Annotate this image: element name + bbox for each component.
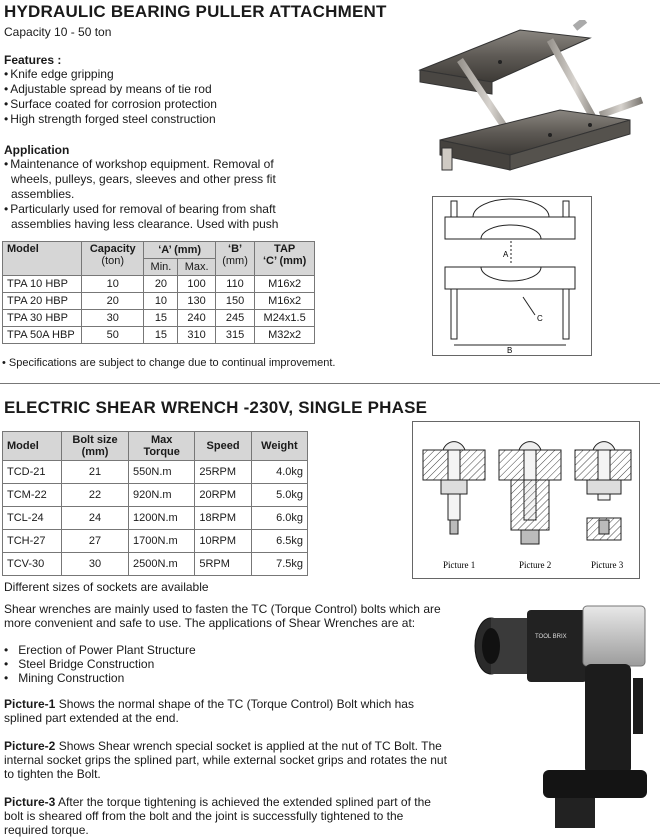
cell-min: 20 bbox=[144, 276, 178, 293]
cell-weight: 6.5kg bbox=[251, 530, 307, 553]
cell-model: TCD-21 bbox=[3, 461, 62, 484]
shear-applications-list bbox=[4, 643, 196, 685]
table-row bbox=[3, 293, 315, 310]
cell-bolt: 27 bbox=[62, 530, 129, 553]
picture-2-description bbox=[4, 739, 449, 781]
application-heading: Application bbox=[4, 143, 70, 157]
caption-picture-3: Picture 3 bbox=[591, 560, 624, 570]
section2-title: ELECTRIC SHEAR WRENCH -230V, SINGLE PHASE bbox=[4, 398, 428, 417]
feature-item: • Surface coated for corrosion protection bbox=[4, 97, 304, 112]
picture-3-description bbox=[4, 795, 449, 837]
cell-bolt: 30 bbox=[62, 553, 129, 576]
col-capacity-unit: (ton) bbox=[101, 255, 125, 267]
cell-speed: 5RPM bbox=[195, 553, 251, 576]
col-b: ‘B’ bbox=[228, 243, 243, 255]
cell-capacity: 10 bbox=[82, 276, 144, 293]
application-item: • Particularly used for removal of bearing from shaft assemblies having less clearance. Used with push bbox=[4, 202, 292, 232]
wrench-brand: TOOL BRIX bbox=[535, 634, 567, 640]
cell-min: 15 bbox=[144, 310, 178, 327]
shear-application-text: Erection of Power Plant Structure bbox=[18, 643, 196, 657]
col-bolt-unit: (mm) bbox=[81, 446, 109, 458]
application-list bbox=[4, 157, 292, 232]
cell-min: 15 bbox=[144, 327, 178, 344]
bearing-puller-table bbox=[2, 241, 315, 344]
shear-wrench-photo bbox=[465, 598, 655, 836]
cell-tap: M16x2 bbox=[255, 293, 315, 310]
col-b-unit: (mm) bbox=[222, 255, 248, 267]
cell-weight: 4.0kg bbox=[251, 461, 307, 484]
cell-tap: M16x2 bbox=[255, 276, 315, 293]
cell-model: TCM-22 bbox=[3, 484, 62, 507]
table-row bbox=[3, 484, 308, 507]
cell-max: 130 bbox=[178, 293, 215, 310]
cell-model: TCV-30 bbox=[3, 553, 62, 576]
feature-item: • Adjustable spread by means of tie rod bbox=[4, 82, 304, 97]
table-row bbox=[3, 553, 308, 576]
cell-torque: 920N.m bbox=[129, 484, 195, 507]
features-heading: Features : bbox=[4, 53, 62, 67]
shear-application-item: • Erection of Power Plant Structure bbox=[4, 643, 196, 657]
dim-a: A bbox=[503, 250, 509, 259]
capacity-text: Capacity 10 - 50 ton bbox=[4, 25, 112, 39]
cell-b: 245 bbox=[215, 310, 254, 327]
col-model: Model bbox=[7, 243, 39, 255]
cell-bolt: 22 bbox=[62, 484, 129, 507]
col-model: Model bbox=[7, 440, 39, 452]
cell-bolt: 21 bbox=[62, 461, 129, 484]
cell-model: TPA 20 HBP bbox=[3, 293, 82, 310]
col-max: Max. bbox=[184, 261, 209, 273]
col-min: Min. bbox=[150, 261, 172, 273]
shear-wrench-table bbox=[2, 431, 308, 576]
tc-bolt-diagram bbox=[412, 421, 640, 579]
cell-torque: 1200N.m bbox=[129, 507, 195, 530]
cell-speed: 18RPM bbox=[195, 507, 251, 530]
cell-speed: 25RPM bbox=[195, 461, 251, 484]
cell-bolt: 24 bbox=[62, 507, 129, 530]
col-a: ‘A’ (mm) bbox=[158, 244, 202, 256]
cell-torque: 550N.m bbox=[129, 461, 195, 484]
cell-min: 10 bbox=[144, 293, 178, 310]
cell-model: TPA 10 HBP bbox=[3, 276, 82, 293]
features-list bbox=[4, 67, 304, 127]
cell-max: 240 bbox=[178, 310, 215, 327]
cell-weight: 6.0kg bbox=[251, 507, 307, 530]
cell-capacity: 20 bbox=[82, 293, 144, 310]
picture-1-description bbox=[4, 697, 449, 725]
cell-max: 310 bbox=[178, 327, 215, 344]
caption-picture-2: Picture 2 bbox=[519, 560, 552, 570]
cell-speed: 10RPM bbox=[195, 530, 251, 553]
sockets-note: Different sizes of sockets are available bbox=[4, 580, 209, 594]
cell-torque: 2500N.m bbox=[129, 553, 195, 576]
picture-1-text: Shows the normal shape of the TC (Torque Control) Bolt which has splined part extended at the end. bbox=[4, 697, 414, 725]
col-bolt: Bolt size bbox=[72, 434, 118, 446]
col-tap: TAP bbox=[274, 243, 296, 255]
spec-note-text: Specifications are subject to change due to continual improvement. bbox=[8, 357, 336, 369]
col-weight: Weight bbox=[261, 440, 298, 452]
cell-weight: 7.5kg bbox=[251, 553, 307, 576]
cell-capacity: 30 bbox=[82, 310, 144, 327]
col-speed: Speed bbox=[206, 440, 240, 452]
cell-speed: 20RPM bbox=[195, 484, 251, 507]
table-row bbox=[3, 530, 308, 553]
col-torque: Max bbox=[150, 434, 173, 446]
cell-model: TCL-24 bbox=[3, 507, 62, 530]
shear-application-item: • Mining Construction bbox=[4, 671, 125, 685]
cell-torque: 1700N.m bbox=[129, 530, 195, 553]
bearing-puller-diagram bbox=[432, 196, 592, 356]
cell-model: TCH-27 bbox=[3, 530, 62, 553]
application-item: • Maintenance of workshop equipment. Removal of wheels, pulleys, gears, sleeves and other press fit assemblies. bbox=[4, 157, 292, 202]
cell-tap: M24x1.5 bbox=[255, 310, 315, 327]
table-row bbox=[3, 276, 315, 293]
picture-2-label: Picture-2 bbox=[4, 739, 56, 753]
picture-3-text: After the torque tightening is achieved the extended splined part of the bolt is sheared off from the bolt and the joint is successfully tightened to the required torque. bbox=[4, 795, 431, 837]
table-row bbox=[3, 310, 315, 327]
col-capacity: Capacity bbox=[89, 243, 136, 255]
cell-b: 315 bbox=[215, 327, 254, 344]
shear-application-item: • Steel Bridge Construction bbox=[4, 657, 155, 671]
cell-model: TPA 50A HBP bbox=[3, 327, 82, 344]
bearing-puller-photo bbox=[400, 20, 650, 195]
feature-item: • Knife edge gripping bbox=[4, 67, 304, 82]
table-row bbox=[3, 507, 308, 530]
shear-intro: Shear wrenches are mainly used to fasten the TC (Torque Control) bolts which are more convenient and safe to use. The applications of Shear Wrenches are at: bbox=[4, 602, 441, 630]
caption-picture-1: Picture 1 bbox=[443, 560, 476, 570]
feature-item: • High strength forged steel construction bbox=[4, 112, 304, 127]
dim-c: C bbox=[537, 314, 543, 323]
picture-3-label: Picture-3 bbox=[4, 795, 56, 809]
cell-max: 100 bbox=[178, 276, 215, 293]
table-row bbox=[3, 461, 308, 484]
cell-tap: M32x2 bbox=[255, 327, 315, 344]
picture-2-text: Shows Shear wrench special socket is applied at the nut of TC Bolt. The internal socket grips the splined part, while external socket grips and rotates the nut to tighten the Bolt. bbox=[4, 739, 447, 781]
cell-capacity: 50 bbox=[82, 327, 144, 344]
cell-b: 150 bbox=[215, 293, 254, 310]
cell-b: 110 bbox=[215, 276, 254, 293]
dim-b: B bbox=[507, 346, 513, 355]
picture-1-label: Picture-1 bbox=[4, 697, 56, 711]
cell-weight: 5.0kg bbox=[251, 484, 307, 507]
col-tap-c: ‘C’ (mm) bbox=[262, 255, 307, 267]
section1-title: HYDRAULIC BEARING PULLER ATTACHMENT bbox=[4, 2, 387, 21]
spec-note: • Specifications are subject to change due to continual improvement. bbox=[2, 357, 336, 369]
cell-model: TPA 30 HBP bbox=[3, 310, 82, 327]
col-torque2: Torque bbox=[143, 446, 180, 458]
shear-application-text: Mining Construction bbox=[18, 671, 125, 685]
section-divider bbox=[0, 383, 660, 384]
table-row bbox=[3, 327, 315, 344]
shear-application-text: Steel Bridge Construction bbox=[18, 657, 155, 671]
